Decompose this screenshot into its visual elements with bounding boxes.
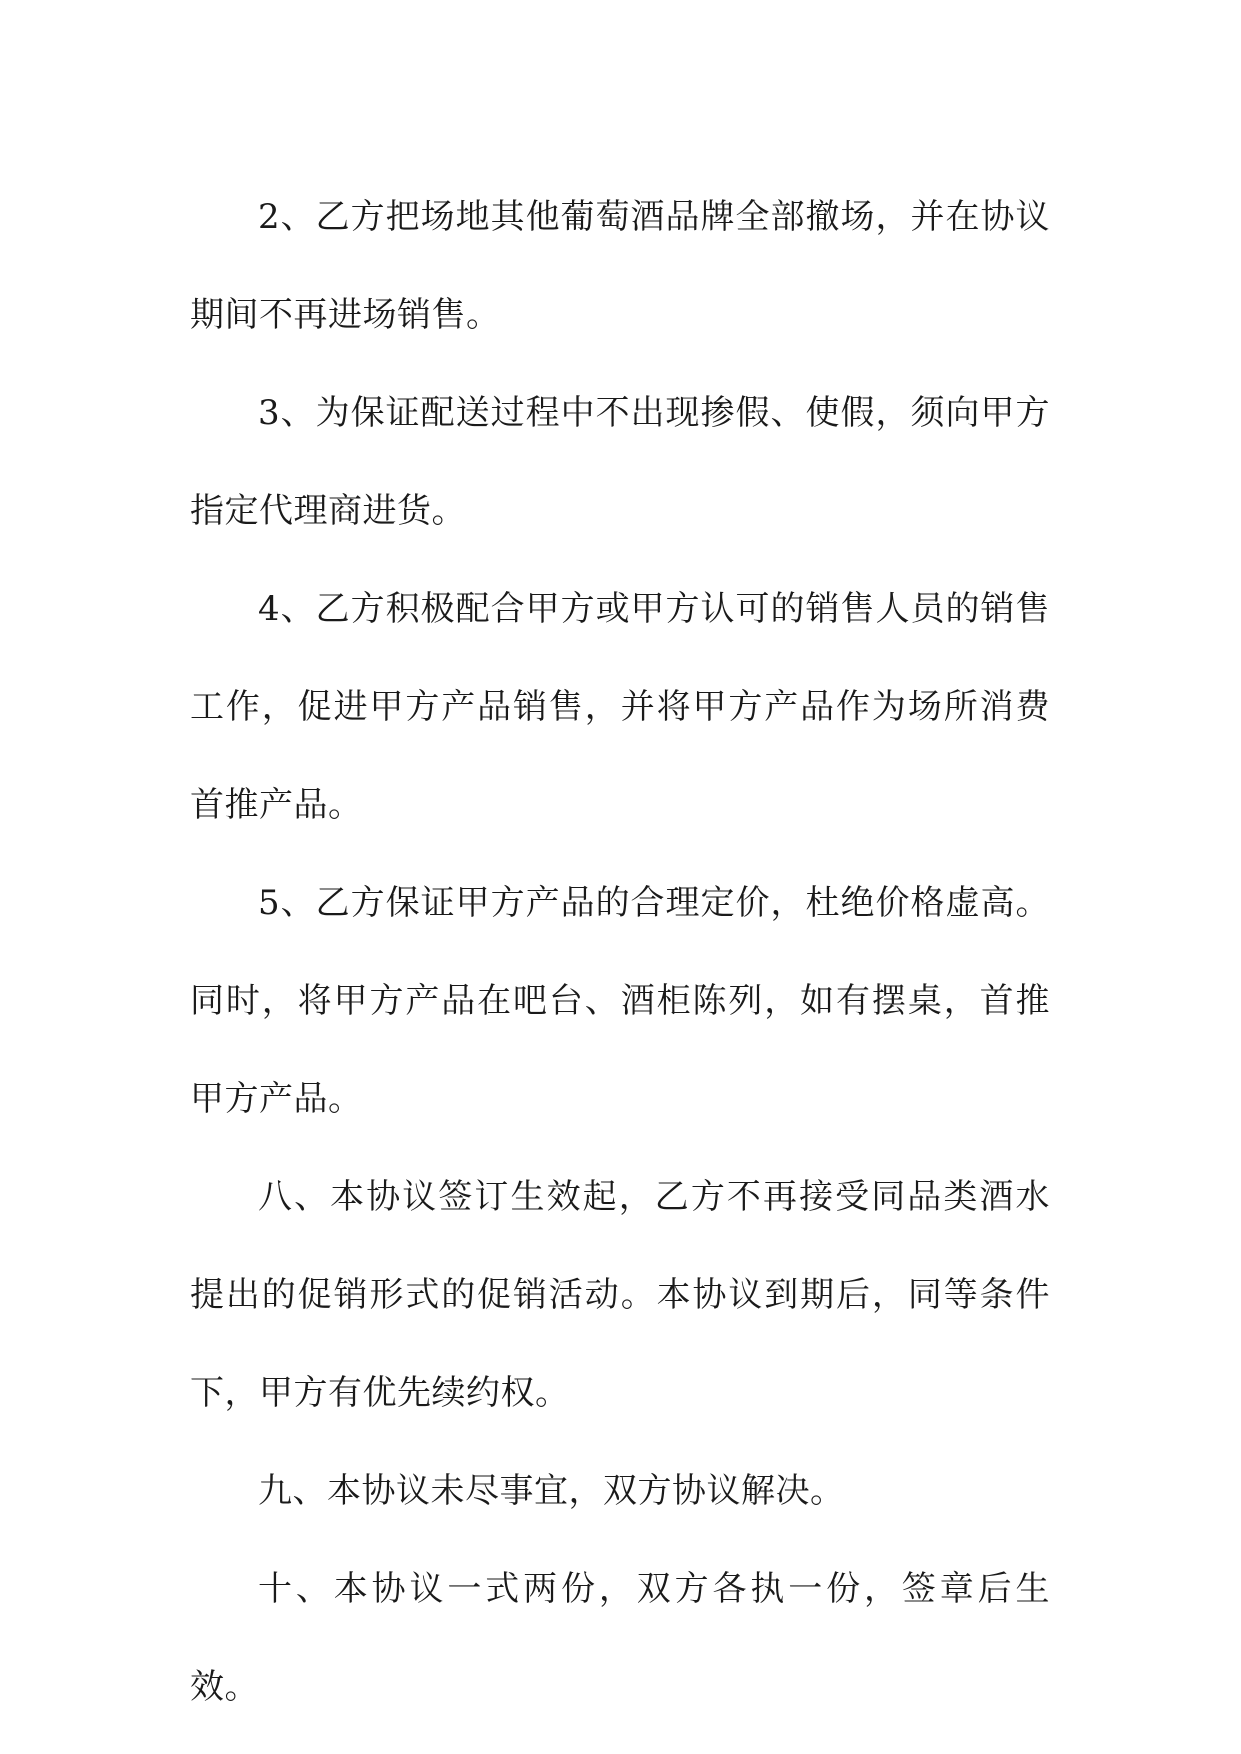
paragraph-article-9: 九、本协议未尽事宜，双方协议解决。 [258,1471,845,1511]
paragraph-article-8: 八、本协议签订生效起，乙方不再接受同品类酒水提出的促销形式的促销活动。本协议到期后，同等条件下，甲方有优先续约权。 [190,1177,1050,1413]
paragraph-article-10: 十、本协议一式两份，双方各执一份，签章后生效。 [190,1569,1050,1707]
paragraph-clause-4: 4、乙方积极配合甲方或甲方认可的销售人员的销售工作，促进甲方产品销售，并将甲方产品作为场所消费首推产品。 [190,589,1050,825]
paragraph-clause-3: 3、为保证配送过程中不出现掺假、使假，须向甲方指定代理商进货。 [190,393,1050,531]
paragraph-clause-2: 2、乙方把场地其他葡萄酒品牌全部撤场，并在协议期间不再进场销售。 [190,197,1050,335]
document-body [190,168,1050,1736]
paragraph-clause-5: 5、乙方保证甲方产品的合理定价，杜绝价格虚高。同时，将甲方产品在吧台、酒柜陈列，如有摆桌，首推甲方产品。 [190,883,1050,1119]
